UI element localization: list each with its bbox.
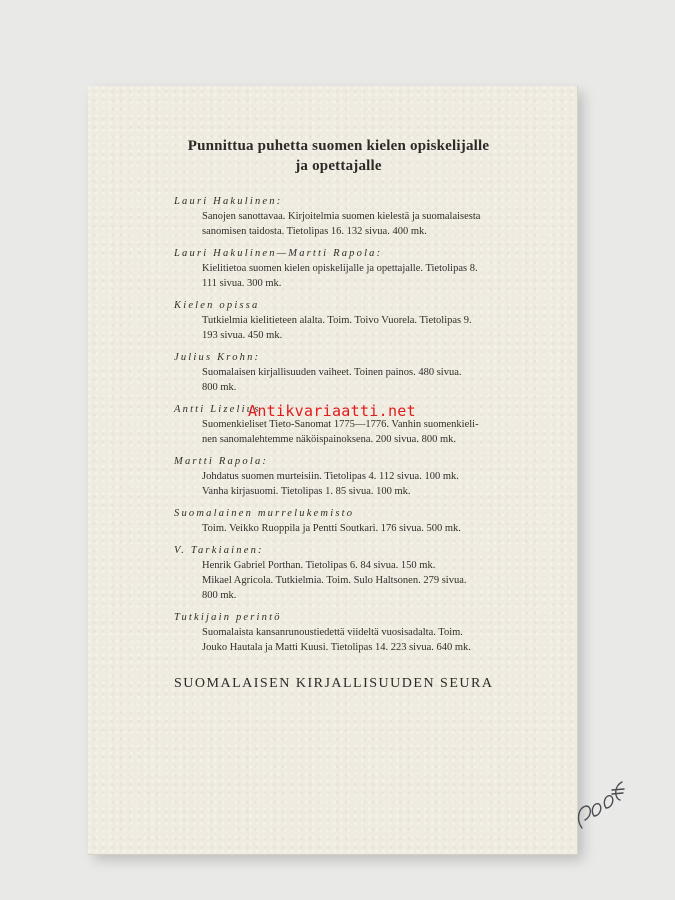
handwritten-price-mark <box>572 776 634 836</box>
entry-author: Julius Krohn: <box>174 352 261 363</box>
entry-line: 193 sivua. 450 mk. <box>202 330 283 341</box>
book-entry <box>174 543 534 603</box>
entry-author: Suomalainen murrelukemisto <box>174 508 355 519</box>
entry-author: Lauri Hakulinen: <box>174 196 283 207</box>
watermark-text: Antikvariaatti.net <box>248 402 416 420</box>
entry-line: Henrik Gabriel Porthan. Tietolipas 6. 84 sivua. 150 mk. <box>202 560 436 571</box>
book-entry <box>174 194 534 239</box>
entry-line: Tutkielmia kielitieteen alalta. Toim. Toivo Vuorela. Tietolipas 9. <box>202 315 472 326</box>
entry-line: 800 mk. <box>202 382 237 393</box>
entry-line: Suomenkieliset Tieto-Sanomat 1775—1776. Vanhin suomenkieli- <box>202 419 479 430</box>
entry-line: Mikael Agricola. Tutkielmia. Toim. Sulo Haltsonen. 279 sivua. <box>202 575 467 586</box>
publisher-name: SUOMALAISEN KIRJALLISUUDEN SEURA <box>174 676 494 691</box>
book-list <box>174 194 534 655</box>
entry-line: Sanojen sanottavaa. Kirjoitelmia suomen kielestä ja suomalaisesta <box>202 211 481 222</box>
entry-line: Johdatus suomen murteisiin. Tietolipas 4. 112 sivua. 100 mk. <box>202 471 459 482</box>
entry-author: V. Tarkiainen: <box>174 545 264 556</box>
book-entry <box>174 506 534 536</box>
entry-line: sanomisen taidosta. Tietolipas 16. 132 sivua. 400 mk. <box>202 226 427 237</box>
book-back-cover <box>88 86 578 855</box>
entry-author: Antti Lizelius <box>174 404 261 415</box>
entry-line: Kielitietoa suomen kielen opiskelijalle ja opettajalle. Tietolipas 8. <box>202 263 478 274</box>
entry-line: Suomalaisen kirjallisuuden vaiheet. Toinen painos. 480 sivua. <box>202 367 462 378</box>
entry-author: Tutkijain perintö <box>174 612 282 623</box>
book-entry <box>174 454 534 499</box>
entry-line: Vanha kirjasuomi. Tietolipas 1. 85 sivua. 100 mk. <box>202 486 411 497</box>
entry-line: Toim. Veikko Ruoppila ja Pentti Soutkari. 176 sivua. 500 mk. <box>202 523 461 534</box>
entry-author: Martti Rapola: <box>174 456 269 467</box>
book-entry <box>174 610 534 655</box>
book-entry <box>174 246 534 291</box>
book-entry <box>174 298 534 343</box>
entry-line: 800 mk. <box>202 590 237 601</box>
heading-line-1: Punnittua puhetta suomen kielen opiskelijalle <box>187 138 490 154</box>
entry-author: Lauri Hakulinen—Martti Rapola: <box>174 248 383 259</box>
entry-line: nen sanomalehtemme näköispainoksena. 200 sivua. 800 mk. <box>202 434 456 445</box>
book-entry <box>174 350 534 395</box>
entry-line: 111 sivua. 300 mk. <box>202 278 282 289</box>
entry-author: Kielen opissa <box>174 300 260 311</box>
entry-line: Jouko Hautala ja Matti Kuusi. Tietolipas 14. 223 sivua. 640 mk. <box>202 642 471 653</box>
heading-line-2: ja opettajalle <box>295 158 382 174</box>
entry-line: Suomalaista kansanrunoustiedettä viideltä vuosisadalta. Toim. <box>202 627 463 638</box>
